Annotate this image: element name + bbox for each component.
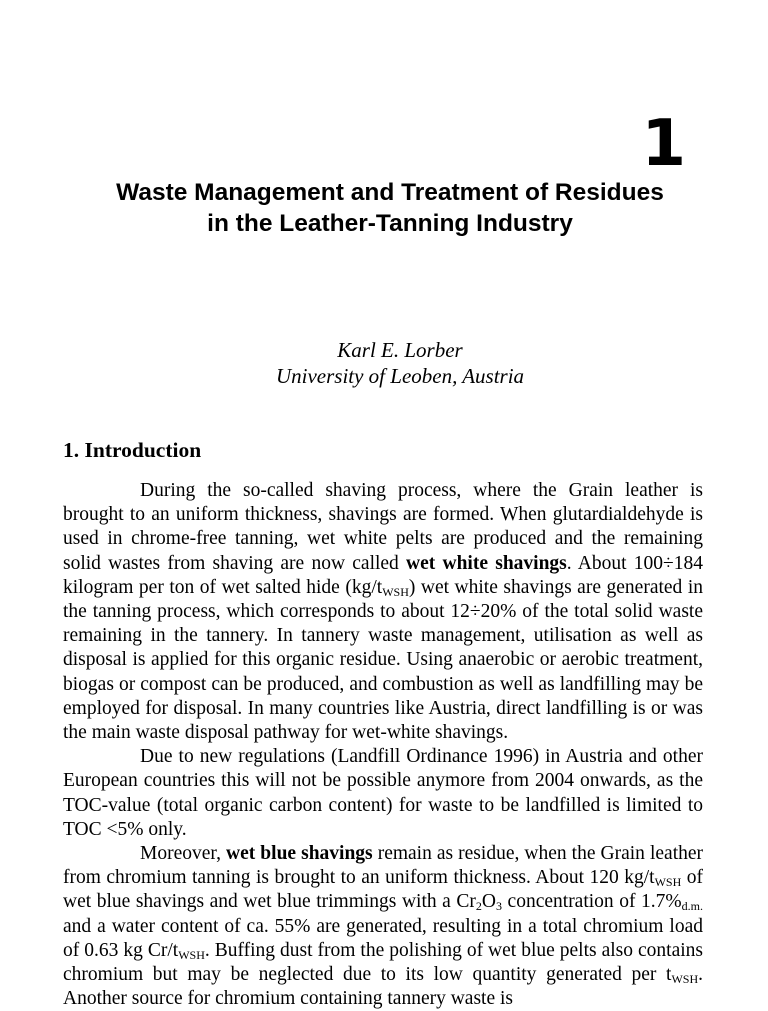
p3-text-c: of wet blue shavings and wet blue trimmings with a Cr	[63, 867, 703, 913]
chapter-number: 1	[641, 107, 685, 181]
term-wet-white-shavings: wet white shavings	[406, 552, 567, 574]
p3-subscript-wsh-3: WSH	[671, 972, 699, 987]
p3-text-d: O	[481, 891, 496, 913]
p3-text-h: . Another source for chromium containing tannery waste is	[63, 964, 703, 1010]
chapter-title-line-2: in the Leather-Tanning Industry	[207, 210, 573, 237]
p3-text-b: remain as residue, when the Grain leather from chromium tanning is brought to an uniform thickness. About 120 kg/t	[63, 843, 704, 889]
p3-text-g: . Buffing dust from the polishing of wet blue pelts also contains chromium but may be neglected due to its low quantity generated per t	[63, 939, 703, 986]
author-name: Karl E. Lorber	[337, 338, 463, 362]
p3-text-f: and a water content of ca. 55% are generated, resulting in a total chromium load of 0.63 kg Cr/t	[63, 915, 703, 961]
chapter-title-line-1: Waste Management and Treatment of Residues	[116, 179, 664, 206]
section-heading: 1. Introduction	[63, 438, 202, 462]
p3-subscript-2: 2	[475, 899, 482, 914]
p3-subscript-dm: d.m.	[681, 899, 704, 914]
term-wet-blue-shavings: wet blue shavings	[226, 843, 373, 865]
p1-text-c: ) wet white shavings are generated in the tanning process, which corresponds to about 12÷20% of the total solid waste remaining in the tannery. In tannery waste management, utilisation as well as disposal is applied for this organic residue. Using anaerobic or aerobic treatment, biogas or compost can be produced, and combustion as well as landfilling may be employed for disposal. In many countries like Austria, direct landfilling is or was the main waste disposal pathway for wet-white shavings.	[63, 576, 703, 744]
p3-subscript-3: 3	[496, 899, 502, 914]
p3-subscript-wsh-1: WSH	[654, 875, 682, 890]
p3-text-e: concentration of 1.7%	[502, 891, 682, 913]
author-block	[40, 337, 760, 389]
chapter-title	[40, 177, 740, 239]
body-text	[63, 479, 703, 1011]
p1-subscript-wsh: WSH	[382, 584, 409, 599]
p3-text-a: Moreover,	[140, 843, 227, 865]
p1-text-b: . About 100÷184 kilogram per ton of wet salted hide (kg/t	[63, 552, 703, 598]
p1-text-a: During the so-called shaving process, where the Grain leather is brought to an uniform thickness, shavings are formed. When glutardialdehyde is used in chrome-free tanning, wet white pelts are produced and the remaining solid wastes from shaving are now called	[63, 480, 703, 574]
p3-subscript-wsh-2: WSH	[178, 947, 205, 962]
author-affiliation: University of Leoben, Austria	[275, 364, 525, 388]
paragraph-3	[63, 842, 703, 1011]
paragraph-1	[63, 479, 703, 745]
paragraph-2: Due to new regulations (Landfill Ordinance 1996) in Austria and other European countries this will not be possible anymore from 2004 onwards, as the TOC-value (total organic carbon content) for waste to be landfilled is limited to TOC <5% only.	[63, 746, 703, 840]
